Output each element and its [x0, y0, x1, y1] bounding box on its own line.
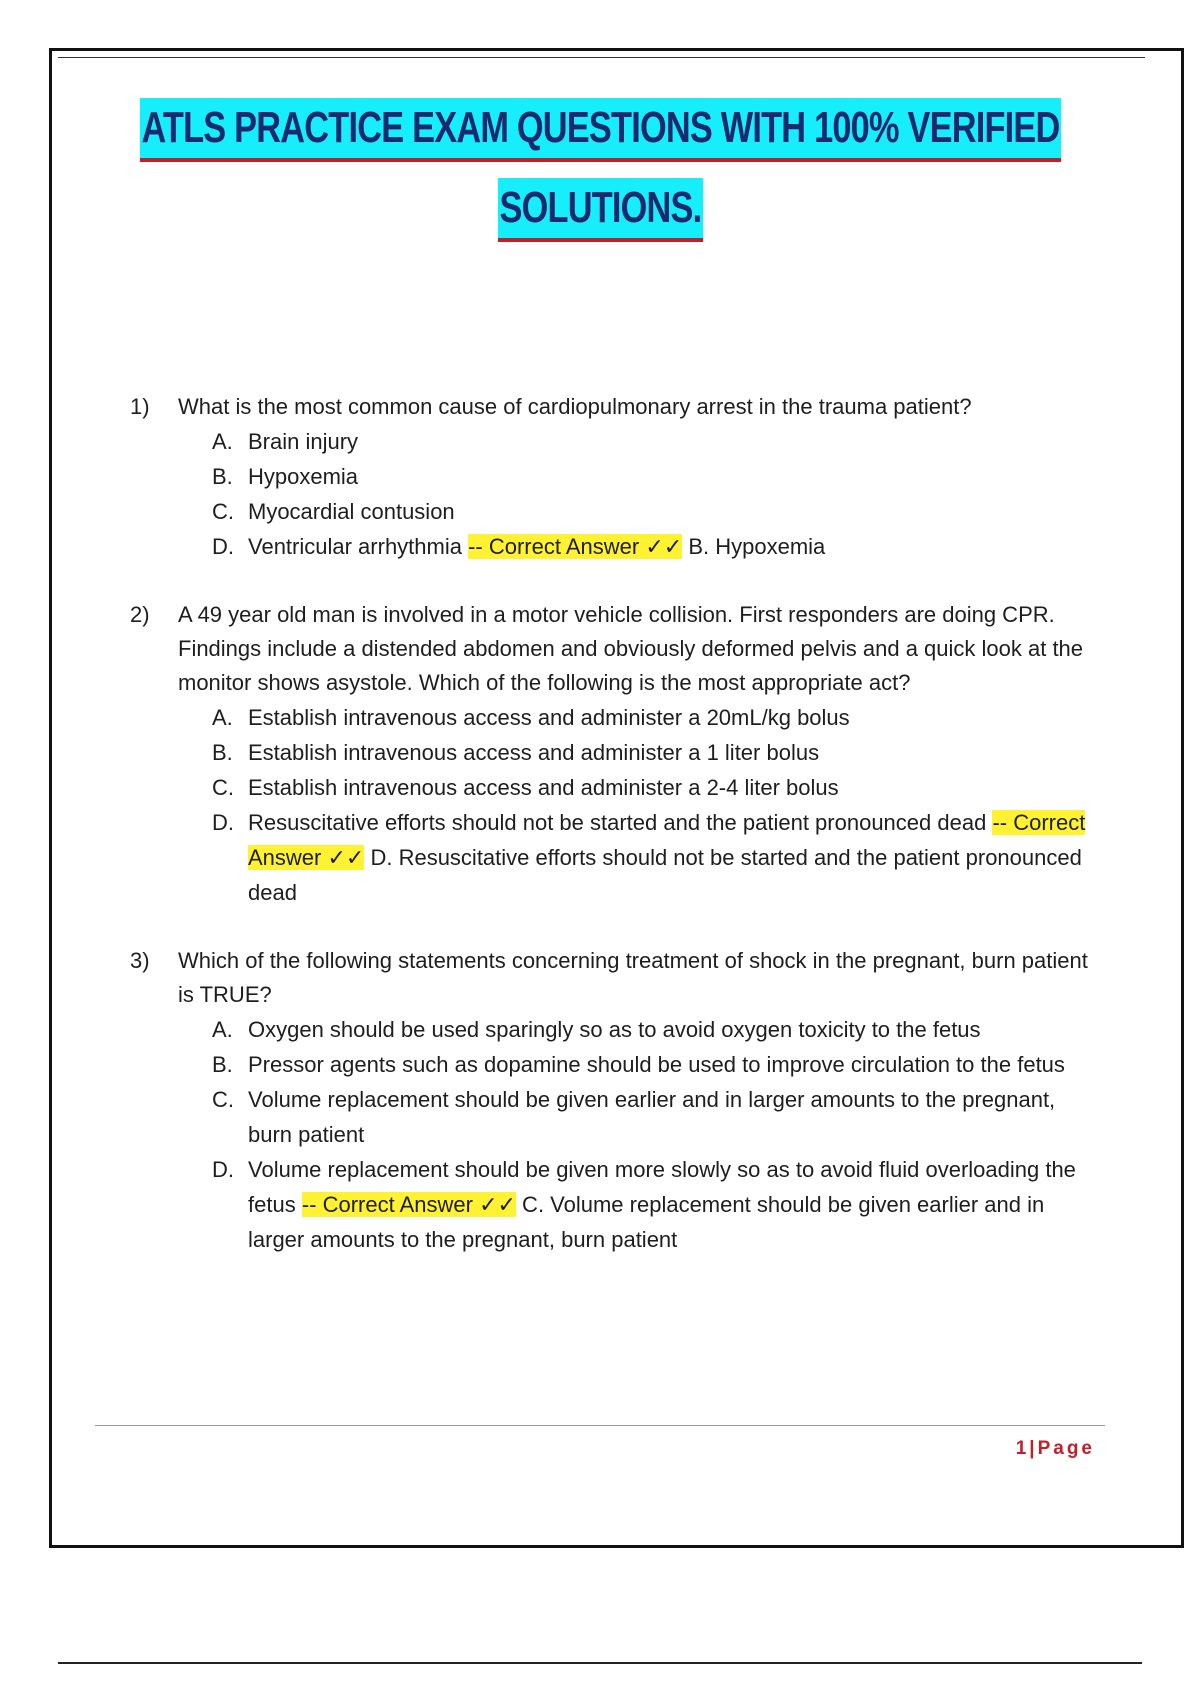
correct-answer-text: D. Resuscitative efforts should not be started and the patient pronounced dead — [248, 845, 1082, 905]
document-title — [0, 98, 1200, 258]
option-text: Brain injury — [248, 429, 359, 454]
option-a — [212, 1012, 1090, 1047]
correct-answer-text: B. Hypoxemia — [682, 534, 826, 559]
options — [178, 700, 1090, 910]
question-text: What is the most common cause of cardiopulmonary arrest in the trauma patient? — [178, 394, 972, 419]
correct-answer-text: C. Volume replacement should be given earlier and in larger amounts to the pregnant, burn patient — [248, 1192, 1045, 1252]
option-letter: A. — [212, 705, 233, 730]
options — [178, 1012, 1090, 1257]
option-text: Establish intravenous access and administer a 1 liter bolus — [248, 740, 820, 765]
correct-answer-marker: -- Correct Answer ✓✓ — [468, 534, 683, 559]
correct-answer-marker: -- Correct Answer ✓✓ — [248, 810, 1086, 870]
option-a — [212, 700, 1090, 735]
option-text: Pressor agents such as dopamine should be used to improve circulation to the fetus — [248, 1052, 1065, 1077]
option-text: Oxygen should be used sparingly so as to avoid oxygen toxicity to the fetus — [248, 1017, 981, 1042]
option-b — [212, 459, 1090, 494]
options — [178, 424, 1090, 564]
option-b — [212, 1047, 1090, 1082]
option-text: Resuscitative efforts should not be started and the patient pronounced dead — [248, 810, 993, 835]
option-letter: D. — [212, 1157, 234, 1182]
top-rule — [58, 57, 1145, 58]
question-3 — [130, 944, 1090, 1257]
question-number: 3) — [130, 948, 150, 973]
option-text: Ventricular arrhythmia — [248, 534, 469, 559]
option-d — [212, 1152, 1090, 1257]
option-letter: A. — [212, 429, 233, 454]
option-letter: D. — [212, 810, 234, 835]
option-text: Hypoxemia — [248, 464, 359, 489]
option-d — [212, 805, 1090, 910]
question-1 — [130, 390, 1090, 564]
option-text: Establish intravenous access and administer a 2-4 liter bolus — [248, 775, 839, 800]
question-text: A 49 year old man is involved in a motor vehicle collision. First responders are doing CPR. Findings include a distended abdomen and obviously deformed pelvis and a quick look at the monitor shows asystole. Which of the following is the most appropriate act? — [178, 602, 1084, 695]
option-text: Volume replacement should be given more slowly so as to avoid fluid overloading the fetus — [248, 1157, 1076, 1217]
title-line-1: ATLS PRACTICE EXAM QUESTIONS WITH 100% VERIFIED — [139, 98, 1060, 162]
option-b — [212, 735, 1090, 770]
question-number: 2) — [130, 602, 150, 627]
option-letter: B. — [212, 1052, 233, 1077]
question-list — [130, 390, 1090, 1291]
correct-answer-marker: -- Correct Answer ✓✓ — [301, 1192, 516, 1217]
option-text: Establish intravenous access and administer a 20mL/kg bolus — [248, 705, 850, 730]
option-c — [212, 1082, 1090, 1152]
option-letter: C. — [212, 1087, 234, 1112]
title-line-2: SOLUTIONS. — [497, 178, 702, 242]
option-letter: C. — [212, 775, 234, 800]
option-letter: B. — [212, 740, 233, 765]
option-letter: A. — [212, 1017, 233, 1042]
option-a — [212, 424, 1090, 459]
footer-rule — [95, 1425, 1105, 1426]
option-d — [212, 529, 1090, 564]
question-2 — [130, 598, 1090, 910]
option-letter: C. — [212, 499, 234, 524]
page-number: 1|Page — [1015, 1438, 1095, 1459]
option-c — [212, 770, 1090, 805]
question-text: Which of the following statements concerning treatment of shock in the pregnant, burn patient is TRUE? — [178, 948, 1088, 1007]
option-text: Myocardial contusion — [248, 499, 455, 524]
option-letter: B. — [212, 464, 233, 489]
option-text: Volume replacement should be given earlier and in larger amounts to the pregnant, burn patient — [248, 1087, 1056, 1147]
bottom-rule — [58, 1662, 1142, 1664]
option-letter: D. — [212, 534, 234, 559]
question-number: 1) — [130, 394, 150, 419]
option-c — [212, 494, 1090, 529]
